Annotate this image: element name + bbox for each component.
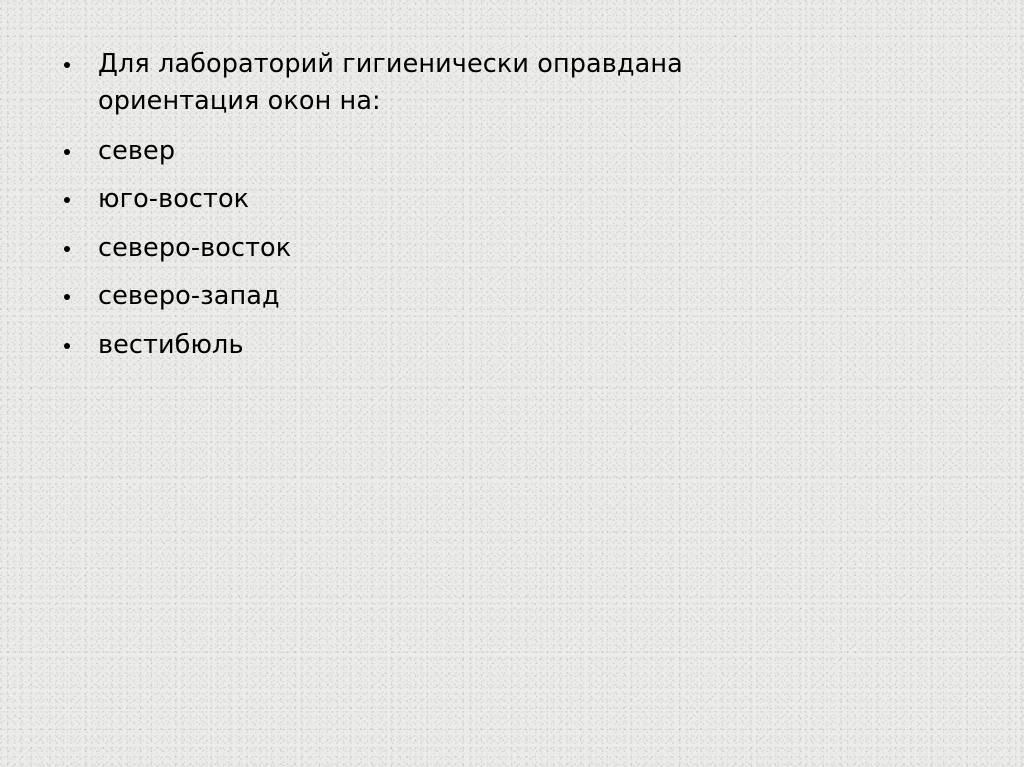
- bullet-dot-icon: [64, 197, 70, 203]
- list-item-label: север: [98, 135, 176, 166]
- bullet-dot-icon: [64, 149, 70, 155]
- list-item: [52, 327, 952, 364]
- list-item-label: северо-запад: [98, 281, 280, 312]
- list-item: [52, 133, 952, 170]
- list-item-label: Для лабораторий гигиенически оправдана ориентация окон на:: [98, 49, 683, 117]
- list-item: [52, 181, 952, 218]
- bullet-dot-icon: [64, 294, 70, 300]
- list-item-label: вестибюль: [98, 329, 244, 360]
- list-item: [52, 46, 798, 121]
- slide-content: [52, 46, 952, 375]
- list-item: [52, 230, 952, 267]
- bullet-list: [52, 46, 952, 364]
- list-item-label: северо-восток: [98, 232, 292, 263]
- list-item: [52, 278, 952, 315]
- bullet-dot-icon: [64, 343, 70, 349]
- list-item-label: юго-восток: [98, 184, 250, 215]
- bullet-dot-icon: [64, 246, 70, 252]
- bullet-dot-icon: [64, 62, 70, 68]
